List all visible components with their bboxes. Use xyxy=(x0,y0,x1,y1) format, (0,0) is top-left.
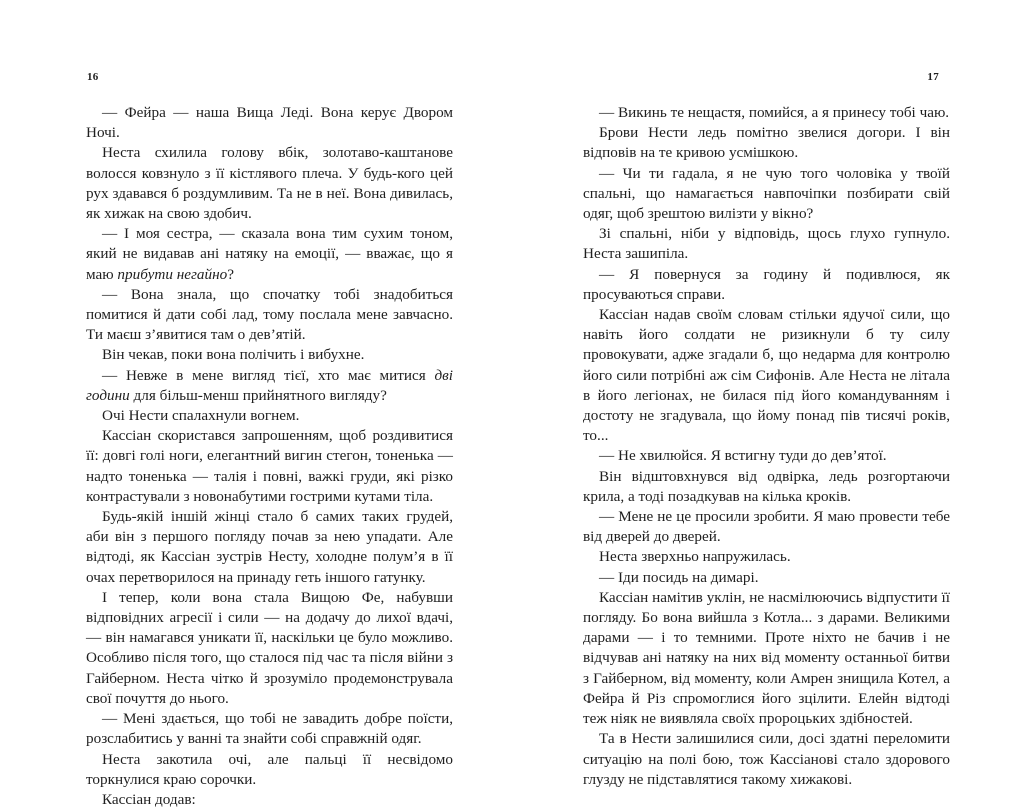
paragraph-text: — І моя сестра, — сказала вона тим сухим тоном, який не видавав ані натяку на емоції, — вважає, що я маю xyxy=(86,225,453,283)
paragraph xyxy=(86,406,453,426)
paragraph xyxy=(86,103,453,143)
paragraph-text: Очі Нести спалахнули вогнем. xyxy=(102,407,300,425)
paragraph xyxy=(583,568,950,588)
paragraph-text: — Не хвилюйся. Я встигну туди до дев’ятої. xyxy=(599,447,887,465)
page-text xyxy=(583,103,950,790)
paragraph-text: ? xyxy=(227,265,234,283)
paragraph-text: — Фейра — наша Вища Леді. Вона керує Двором Ночі. xyxy=(86,104,453,142)
paragraph-text: Неста схилила голову вбік, золотаво-каштанове волосся ковзнуло з її кістлявого плеча. У будь-кого цей рух здавався б роздумливим. Та не в неї. Вона дивилась, як хижак на свою здобич. xyxy=(86,144,453,223)
paragraph-text: Зі спальні, ніби у відповідь, щось глухо гупнуло. Неста зашипіла. xyxy=(583,225,950,263)
paragraph-text: Кассіан додав: xyxy=(102,790,196,808)
paragraph xyxy=(583,467,950,507)
paragraph-text: Він відштовхнувся від одвірка, ледь розгортаючи крила, а тоді позадкував на кілька кроків. xyxy=(583,467,950,505)
page-text xyxy=(86,103,453,810)
paragraph xyxy=(583,507,950,547)
left-page xyxy=(0,0,512,808)
page-number: 16 xyxy=(87,71,99,83)
paragraph xyxy=(583,123,950,163)
paragraph xyxy=(86,224,453,285)
paragraph xyxy=(583,305,950,446)
paragraph-text: Кассіан надав своїм словам стільки ядучої сили, що навіть його солдати не ризикнули б ту силу провокувати, адже згадали б, що недарма для контролю його сили потрібні аж сім Сифонів. Але Неста не літала в його легіонах, не билася під його командуванням і достоту не згадувала, що йому понад пів тисячі років, то... xyxy=(583,306,950,445)
paragraph xyxy=(86,790,453,810)
paragraph-text: — Невже в мене вигляд тієї, хто має митися xyxy=(102,366,435,384)
paragraph xyxy=(583,103,950,123)
paragraph-text: — Мене не це просили зробити. Я маю провести тебе від дверей до дверей. xyxy=(583,508,950,546)
paragraph-text: — Іди посидь на димарі. xyxy=(599,568,759,586)
paragraph xyxy=(86,507,453,588)
paragraph-text: Він чекав, поки вона полічить і вибухне. xyxy=(102,346,365,364)
right-page xyxy=(512,0,1024,802)
paragraph xyxy=(86,426,453,507)
paragraph-text: Неста зверхньо напружилась. xyxy=(599,548,791,566)
paragraph xyxy=(583,588,950,729)
emphasis-text: прибути негайно xyxy=(117,265,228,283)
paragraph-text: — Мені здається, що тобі не завадить добре поїсти, розслабитись у ванні та знайти собі справжній одяг. xyxy=(86,710,453,748)
paragraph xyxy=(583,446,950,466)
paragraph xyxy=(86,588,453,709)
paragraph-text: Брови Нести ледь помітно звелися догори. І він відповів на те кривою усмішкою. xyxy=(583,124,950,162)
paragraph xyxy=(583,547,950,567)
paragraph-text: для більш-менш прийнятного вигляду? xyxy=(129,386,387,404)
paragraph xyxy=(86,345,453,365)
paragraph-text: Будь-якій іншій жінці стало б самих таких грудей, аби він з першого погляду почав за нею упадати. Але відтоді, як Кассіан зустрів Несту, холодне полум’я в її очах перетворилося на принаду геть іншого гатунку. xyxy=(86,508,453,586)
paragraph xyxy=(583,164,950,225)
paragraph-text: Кассіан намітив уклін, не насмілюючись відпустити її погляду. Бо вона вийшла з Котла... з дарами. Великими дарами — і то темними. Проте ніхто не бачив і не відчував ані натяку на них від моменту останньої битви з Гайберном, від моменту, коли Амрен знищила Котел, а Фейра й Різ спромоглися його зцілити. Елейн відтоді теж ніяк не виявляла своїх пророцьких здібностей. xyxy=(583,588,950,728)
paragraph-text: — Чи ти гадала, я не чую того чоловіка у твоїй спальні, що намагається навпочіпки позбирати свій одяг, щоб зрештою вилізти у вікно? xyxy=(583,164,950,223)
paragraph-text: Неста закотила очі, але пальці її несвідомо торкнулися краю сорочки. xyxy=(86,750,453,788)
paragraph-text: — Викинь те нещастя, помийся, а я принесу тобі чаю. xyxy=(599,104,950,121)
paragraph-text: — Вона знала, що спочатку тобі знадобиться помитися й дати собі лад, тому послала мене завчасно. Ти маєш з’явитися там о дев’ятій. xyxy=(86,285,453,344)
paragraph-text: Та в Нести залишилися сили, досі здатні переломити ситуацію на полі бою, тож Кассіанові стало здорового глузду не підставлятися такому хижакові. xyxy=(583,730,950,788)
paragraph xyxy=(583,265,950,305)
paragraph xyxy=(583,224,950,264)
paragraph-text: І тепер, коли вона стала Вищою Фе, набувши відповідних агресії і сили — на додачу до лихої вдачі, — він намагався уникати її, наскільки це було можливо. Особливо після того, що сталося під час та після війни з Гайберном. Неста чітко й зрозуміло продемонструвала свої почуття до нього. xyxy=(86,588,453,707)
paragraph xyxy=(86,709,453,749)
paragraph xyxy=(86,143,453,224)
emphasis-text: дві години xyxy=(86,366,453,404)
paragraph-text: Кассіан скористався запрошенням, щоб роздивитися її: довгі голі ноги, елегантний вигин стегон, тоненька — надто тоненька — талія і повні, важкі груди, які різко контрастували з новонабутими гострими кутами тіла. xyxy=(86,427,453,505)
paragraph xyxy=(86,285,453,346)
paragraph-text: — Я повернуся за годину й подивлюся, як просуваються справи. xyxy=(583,265,950,303)
paragraph xyxy=(86,750,453,790)
page-number: 17 xyxy=(927,71,939,83)
paragraph xyxy=(86,366,453,406)
paragraph xyxy=(583,729,950,790)
